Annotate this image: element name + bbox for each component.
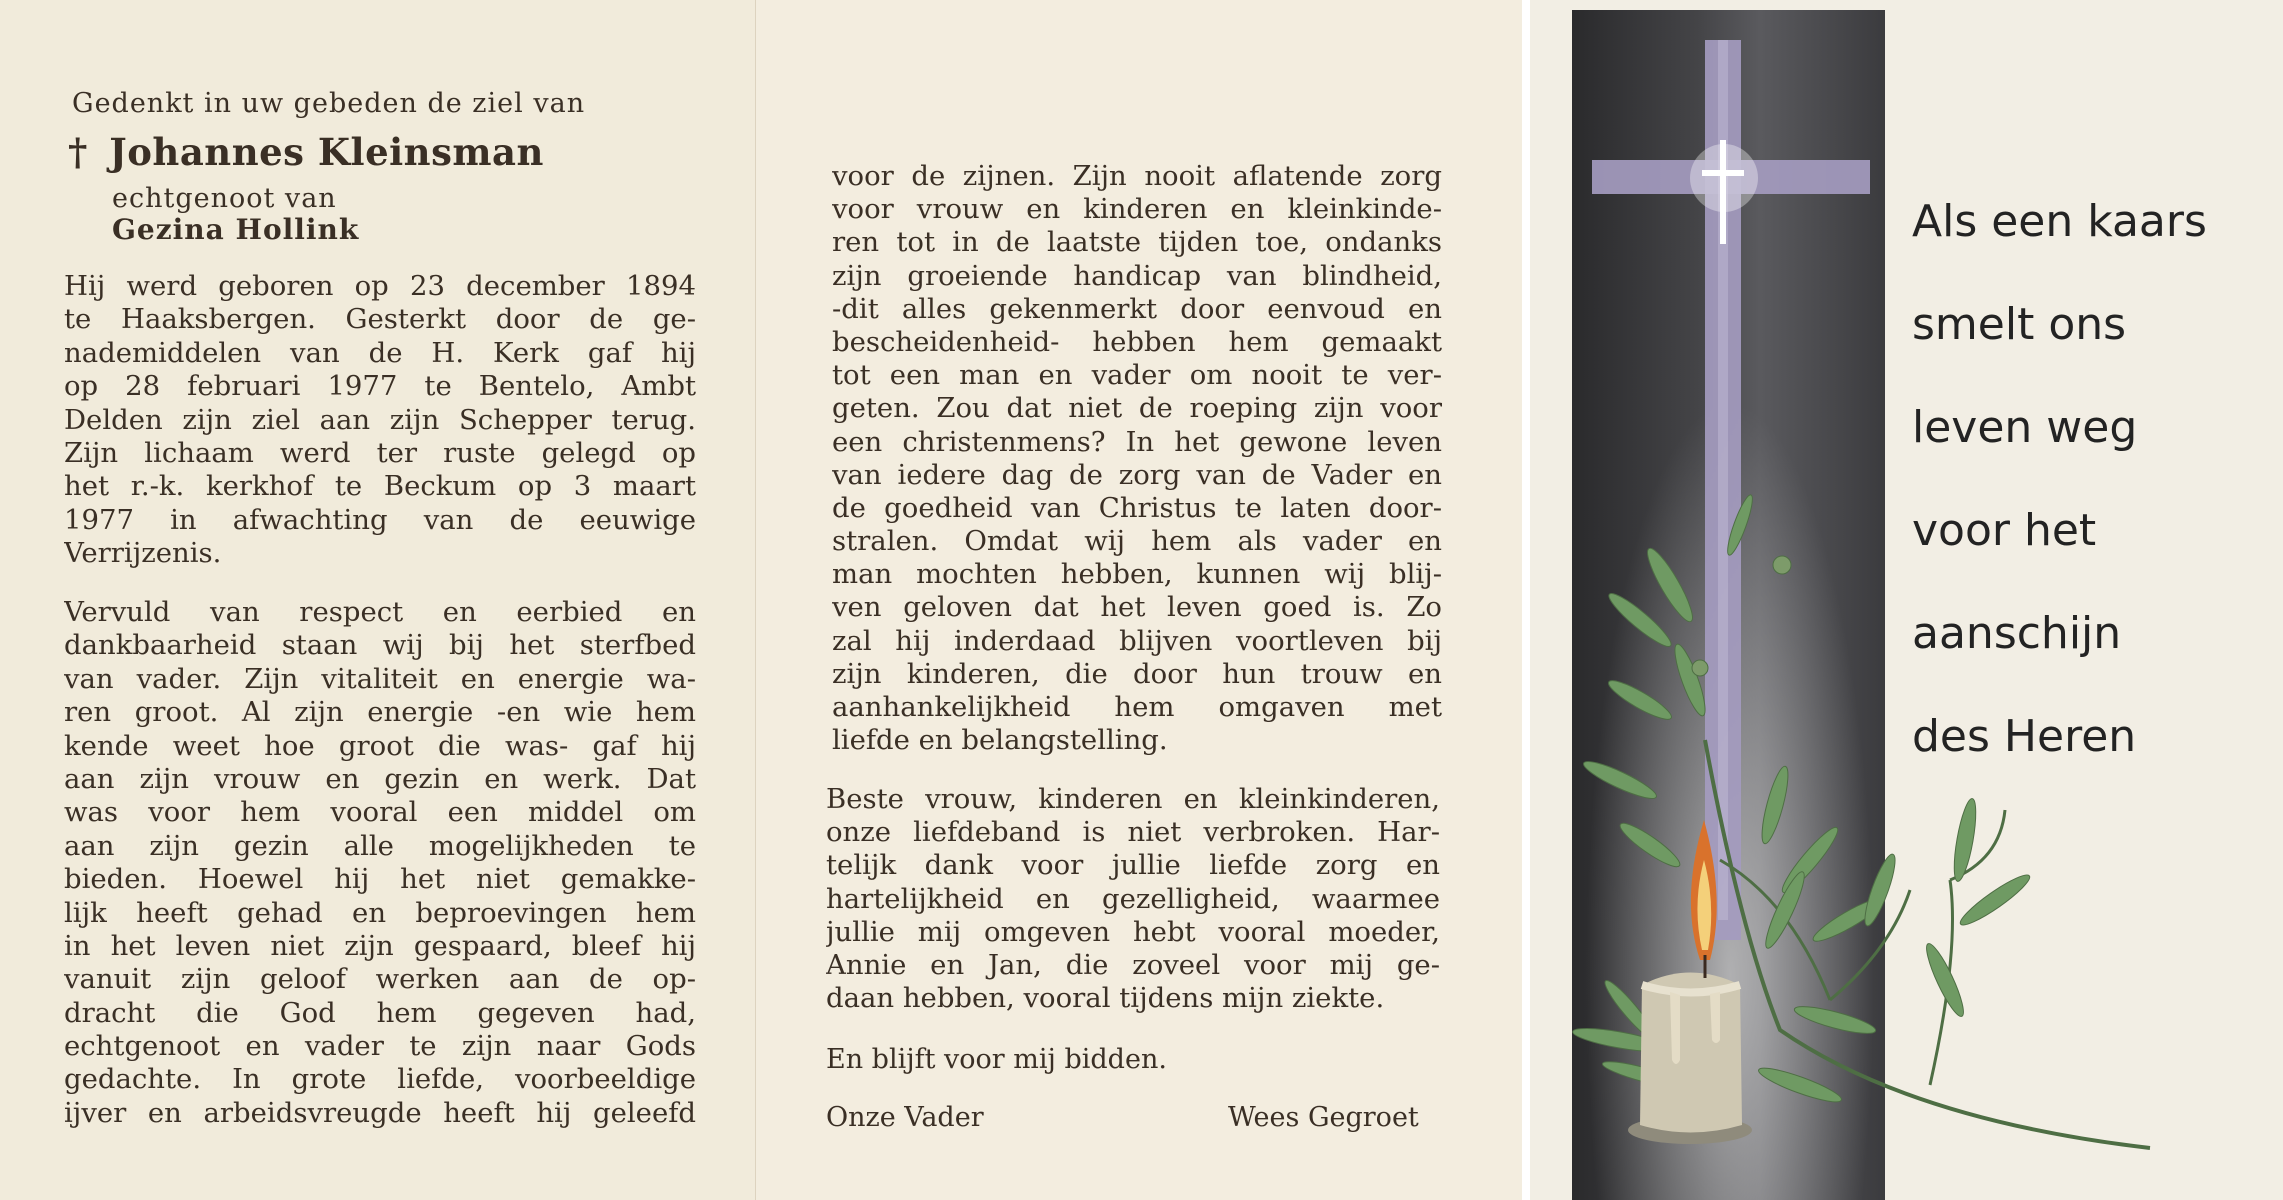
text-line: daan hebben, vooral tijdens mijn ziekte. bbox=[826, 982, 1385, 1015]
text-line: ven geloven dat het leven goed is. Zo bbox=[832, 591, 1442, 624]
cross-icon bbox=[1592, 40, 1870, 940]
text-line: liefde en belangstelling. bbox=[832, 724, 1168, 757]
right-panel bbox=[1530, 0, 2283, 1200]
intro-line: Gedenkt in uw gebeden de ziel van bbox=[72, 88, 586, 119]
text-line: Vervuld van respect en eerbied en bbox=[64, 596, 696, 628]
text-line: het r.-k. kerkhof te Beckum op 3 maart bbox=[64, 470, 696, 503]
text-line: man mochten hebben, kunnen wij blij- bbox=[832, 558, 1442, 591]
text-line: echtgenoot en vader te zijn naar Gods bbox=[64, 1030, 696, 1063]
text-line: stralen. Omdat wij hem als vader en bbox=[832, 525, 1442, 558]
tagline-line: aanschijn bbox=[1912, 608, 2122, 659]
tagline-line: des Heren bbox=[1912, 711, 2137, 762]
text-line: -dit alles gekenmerkt door eenvoud en bbox=[832, 292, 1442, 325]
text-line: aan zijn gezin alle mogelijkheden te bbox=[64, 829, 696, 862]
text-line: dracht die God hem gegeven had, bbox=[64, 996, 696, 1029]
prayer-wees-gegroet: Wees Gegroet bbox=[1228, 1102, 1419, 1133]
text-line: gedachte. In grote liefde, voorbeeldige bbox=[64, 1063, 696, 1096]
deceased-name-line bbox=[68, 130, 544, 174]
text-line: in het leven niet zijn gespaard, bleef hij bbox=[64, 929, 696, 962]
tagline-line: leven weg bbox=[1912, 402, 2138, 453]
deceased-name: Johannes Kleinsman bbox=[109, 130, 544, 174]
spouse-label: echtgenoot van bbox=[112, 183, 337, 214]
panel-gap bbox=[1522, 0, 1530, 1200]
left-panel bbox=[0, 0, 755, 1200]
spouse-name: Gezina Hollink bbox=[112, 213, 360, 246]
text-line: op 28 februari 1977 te Bentelo, Ambt bbox=[64, 370, 696, 403]
text-line: voor vrouw en kinderen en kleinkinde- bbox=[832, 193, 1442, 226]
tagline bbox=[1912, 170, 2207, 788]
biography-paragraph bbox=[64, 270, 696, 571]
text-line: aan zijn vrouw en gezin en werk. Dat bbox=[64, 762, 696, 795]
text-line: Beste vrouw, kinderen en kleinkinderen, bbox=[826, 783, 1440, 815]
text-line: aanhankelijkheid hem omgaven met bbox=[832, 691, 1442, 723]
text-line: van vader. Zijn vitaliteit en energie wa- bbox=[64, 662, 696, 695]
text-line: tot een man en vader om nooit te ver- bbox=[832, 359, 1442, 392]
text-line: geten. Zou dat niet de roeping zijn voor bbox=[832, 392, 1442, 425]
text-line: kende weet hoe groot die was- gaf hij bbox=[64, 729, 696, 762]
tagline-line: voor het bbox=[1912, 505, 2097, 556]
text-line: voor de zijnen. Zijn nooit aflatende zorg bbox=[832, 160, 1442, 192]
continuation-paragraph bbox=[832, 160, 1442, 757]
cross-symbol: † bbox=[68, 130, 88, 174]
text-line: was voor hem vooral een middel om bbox=[64, 796, 696, 829]
text-line: een christenmens? In het gewone leven bbox=[832, 425, 1442, 458]
prayer-onze-vader: Onze Vader bbox=[826, 1102, 984, 1133]
text-line: bieden. Hoewel hij het niet gemakke- bbox=[64, 863, 696, 896]
tribute-paragraph bbox=[64, 596, 696, 1130]
text-line: bescheidenheid- hebben hem gemaakt bbox=[832, 325, 1442, 358]
text-line: onze liefdeband is niet verbroken. Har- bbox=[826, 816, 1440, 849]
text-line: vanuit zijn geloof werken aan de op- bbox=[64, 963, 696, 996]
text-line: van iedere dag de zorg van de Vader en bbox=[832, 458, 1442, 491]
text-line: Annie en Jan, die zoveel voor mij ge- bbox=[826, 948, 1440, 981]
text-line: 1977 in afwachting van de eeuwige bbox=[64, 503, 696, 536]
text-line: Verrijzenis. bbox=[64, 537, 222, 570]
text-line: Zijn lichaam werd ter ruste gelegd op bbox=[64, 436, 696, 469]
farewell-paragraph bbox=[826, 783, 1440, 1015]
closing-line: En blijft voor mij bidden. bbox=[826, 1044, 1167, 1075]
tagline-line: smelt ons bbox=[1912, 299, 2127, 350]
text-line: dankbaarheid staan wij bij het sterfbed bbox=[64, 629, 696, 662]
text-line: jullie mij omgeven hebt vooral moeder, bbox=[826, 915, 1440, 948]
text-line: te Haaksbergen. Gesterkt door de ge- bbox=[64, 303, 696, 336]
text-line: ijver en arbeidsvreugde heeft hij geleefd bbox=[64, 1096, 696, 1129]
text-line: de goedheid van Christus te laten door- bbox=[832, 491, 1442, 524]
text-line: nademiddelen van de H. Kerk gaf hij bbox=[64, 336, 696, 369]
tagline-line: Als een kaars bbox=[1912, 196, 2207, 247]
text-line: zijn groeiende handicap van blindheid, bbox=[832, 259, 1442, 292]
text-line: hartelijkheid en gezelligheid, waarmee bbox=[826, 882, 1440, 915]
text-line: zijn kinderen, die door hun trouw en bbox=[832, 657, 1442, 690]
text-line: ren tot in de laatste tijden toe, ondanks bbox=[832, 226, 1442, 259]
text-line: telijk dank voor jullie liefde zorg en bbox=[826, 849, 1440, 882]
text-line: zal hij inderdaad blijven voortleven bij bbox=[832, 624, 1442, 657]
text-line: ren groot. Al zijn energie -en wie hem bbox=[64, 696, 696, 729]
middle-panel bbox=[755, 0, 1522, 1200]
text-line: Hij werd geboren op 23 december 1894 bbox=[64, 270, 696, 302]
text-line: Delden zijn ziel aan zijn Schepper terug. bbox=[64, 403, 696, 436]
text-line: lijk heeft gehad en beproevingen hem bbox=[64, 896, 696, 929]
